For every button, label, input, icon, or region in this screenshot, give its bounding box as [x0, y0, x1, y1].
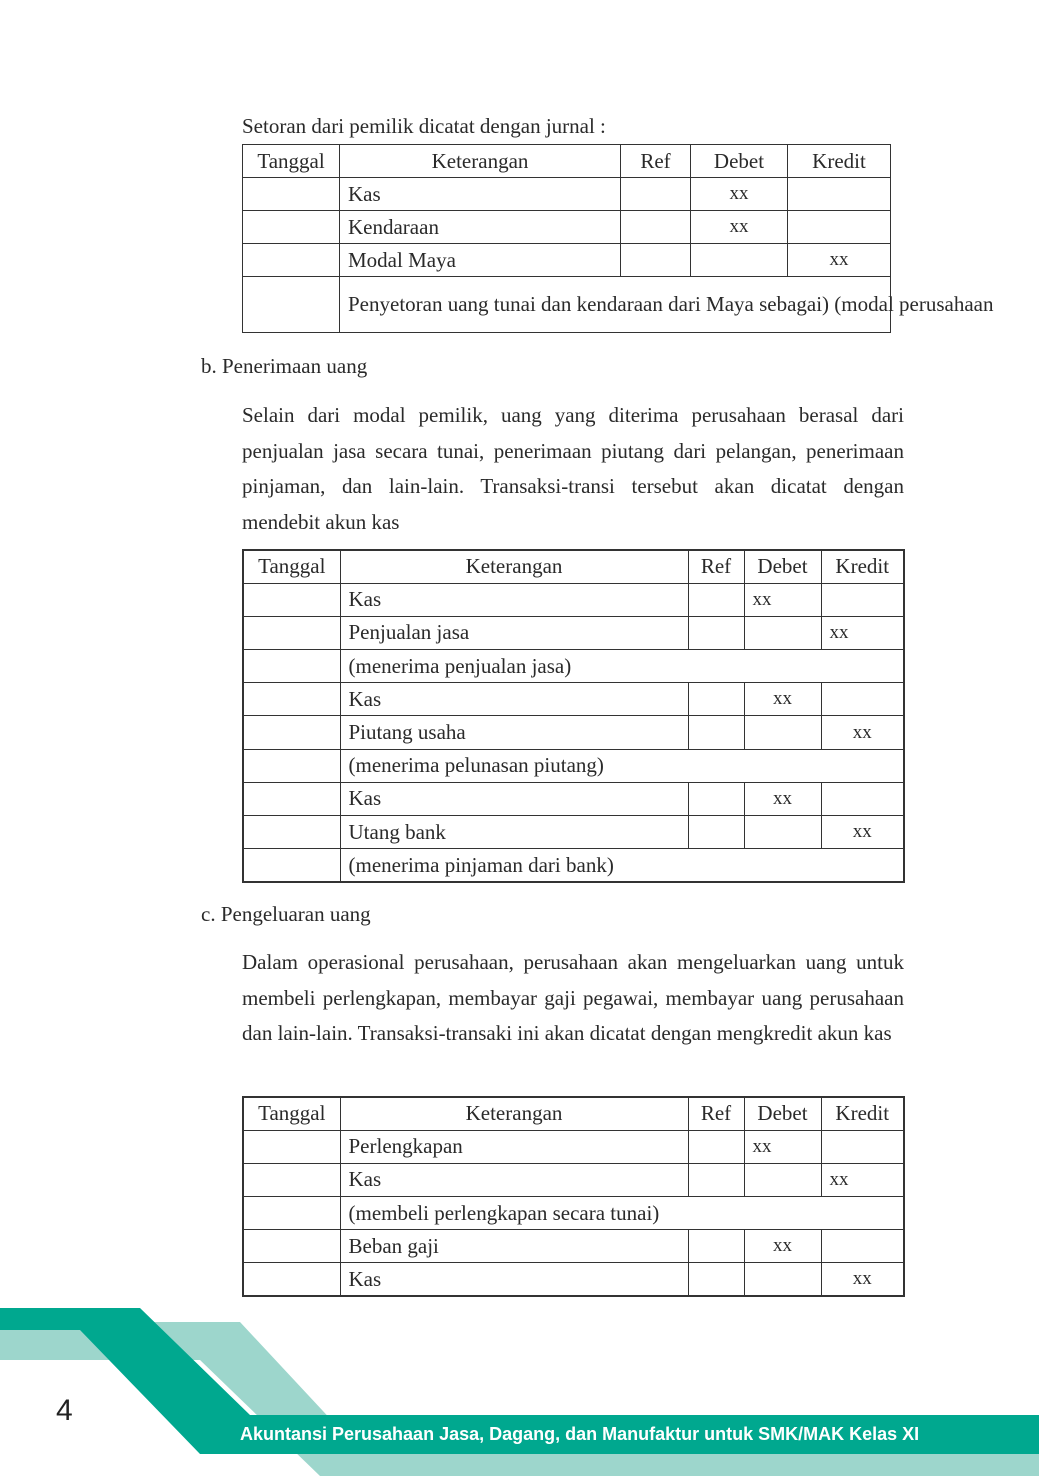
- cell-ref: [688, 1263, 744, 1296]
- cell-keterangan: Piutang usaha: [340, 716, 688, 749]
- cell-tanggal: [243, 1263, 340, 1296]
- cell-ref: [688, 583, 744, 616]
- col-debet: Debet: [691, 145, 788, 178]
- cell-debet: xx: [744, 782, 821, 815]
- cell-ref: [688, 716, 744, 749]
- cell-tanggal: [243, 716, 340, 749]
- cell-ref: [688, 816, 744, 849]
- cell-ref: [688, 782, 744, 815]
- table-row: [243, 583, 904, 616]
- cell-kredit: xx: [821, 1163, 904, 1196]
- table-note-row: [243, 749, 904, 782]
- cell-debet: xx: [691, 178, 788, 211]
- cell-kredit: [788, 178, 891, 211]
- table-row: [243, 1130, 904, 1163]
- cell-note: (membeli perlengkapan secara tunai): [340, 1197, 904, 1230]
- table-row: [243, 1263, 904, 1296]
- table-note-row: [243, 650, 904, 683]
- cell-kredit: xx: [821, 616, 904, 649]
- cell-tanggal: [243, 616, 340, 649]
- cell-kredit: [821, 583, 904, 616]
- cell-keterangan: Utang bank: [340, 816, 688, 849]
- cell-ref: [688, 616, 744, 649]
- cell-debet: xx: [691, 211, 788, 244]
- journal-table-pengeluaran: [242, 1096, 905, 1297]
- col-ref: Ref: [688, 1097, 744, 1130]
- table-row: [243, 616, 904, 649]
- cell-tanggal: [243, 1230, 340, 1263]
- col-tanggal: Tanggal: [243, 1097, 340, 1130]
- col-ref: Ref: [688, 550, 744, 583]
- cell-debet: [744, 816, 821, 849]
- section-b-heading: b. Penerimaan uang: [201, 354, 368, 378]
- cell-keterangan: Kas: [340, 1263, 688, 1296]
- cell-kredit: [821, 683, 904, 716]
- cell-debet: [691, 244, 788, 277]
- cell-kredit: [821, 1230, 904, 1263]
- table-row: [243, 816, 904, 849]
- table-row: [243, 277, 891, 333]
- intro-text: Setoran dari pemilik dicatat dengan jurnal :: [242, 114, 606, 138]
- table-header-row: [243, 1097, 904, 1130]
- cell-debet: [744, 1163, 821, 1196]
- cell-debet: [744, 1263, 821, 1296]
- table-note-row: [243, 1197, 904, 1230]
- cell-note: (menerima penjualan jasa): [340, 650, 904, 683]
- col-debet: Debet: [744, 1097, 821, 1130]
- cell-ref: [688, 683, 744, 716]
- col-debet: Debet: [744, 550, 821, 583]
- col-keterangan: Keterangan: [340, 550, 688, 583]
- cell-tanggal: [243, 816, 340, 849]
- cell-tanggal: [243, 1197, 340, 1230]
- cell-kredit: [788, 211, 891, 244]
- cell-kredit: xx: [821, 816, 904, 849]
- table-row: [243, 211, 891, 244]
- cell-keterangan: Modal Maya: [340, 244, 621, 277]
- cell-kredit: [821, 782, 904, 815]
- col-tanggal: Tanggal: [243, 550, 340, 583]
- cell-keterangan: Kas: [340, 782, 688, 815]
- cell-debet: xx: [744, 1230, 821, 1263]
- cell-tanggal: [243, 683, 340, 716]
- col-keterangan: Keterangan: [340, 1097, 688, 1130]
- journal-table-modal: [242, 144, 994, 333]
- cell-keterangan: Kas: [340, 1163, 688, 1196]
- cell-tanggal: [243, 1130, 340, 1163]
- table-header-row: [243, 145, 891, 178]
- cell-keterangan: Kendaraan: [340, 211, 621, 244]
- cell-keterangan: Beban gaji: [340, 1230, 688, 1263]
- table-header-row: [243, 550, 904, 583]
- cell-keterangan: Kas: [340, 178, 621, 211]
- cell-debet: [744, 716, 821, 749]
- book-title: Akuntansi Perusahaan Jasa, Dagang, dan Manufaktur untuk SMK/MAK Kelas XI: [240, 1424, 920, 1444]
- table-note-row: [243, 849, 904, 882]
- cell-ref: [688, 1130, 744, 1163]
- section-c-heading: c. Pengeluaran uang: [201, 902, 371, 926]
- table-row: [243, 244, 891, 277]
- cell-debet: xx: [744, 583, 821, 616]
- cell-note: Penyetoran uang tunai dan kendaraan dari Maya sebagai) (modal perusahaan: [340, 277, 891, 333]
- cell-keterangan: Perlengkapan: [340, 1130, 688, 1163]
- cell-tanggal: [243, 782, 340, 815]
- cell-ref: [688, 1163, 744, 1196]
- table-row: [243, 1230, 904, 1263]
- cell-note: (menerima pinjaman dari bank): [340, 849, 904, 882]
- cell-debet: [744, 616, 821, 649]
- col-kredit: Kredit: [821, 550, 904, 583]
- col-keterangan: Keterangan: [340, 145, 621, 178]
- journal-table-penerimaan: [242, 549, 905, 883]
- cell-keterangan: Kas: [340, 683, 688, 716]
- cell-kredit: [821, 1130, 904, 1163]
- page-number: 4: [56, 1394, 73, 1427]
- cell-debet: xx: [744, 1130, 821, 1163]
- table-row: [243, 1163, 904, 1196]
- cell-tanggal: [243, 849, 340, 882]
- cell-keterangan: Kas: [340, 583, 688, 616]
- cell-debet: xx: [744, 683, 821, 716]
- table-row: [243, 716, 904, 749]
- table-row: [243, 782, 904, 815]
- cell-kredit: xx: [788, 244, 891, 277]
- cell-tanggal: [243, 583, 340, 616]
- cell-ref: [688, 1230, 744, 1263]
- cell-kredit: xx: [821, 1263, 904, 1296]
- col-kredit: Kredit: [788, 145, 891, 178]
- cell-tanggal: [243, 650, 340, 683]
- col-ref: Ref: [621, 145, 691, 178]
- cell-tanggal: [243, 1163, 340, 1196]
- section-b-paragraph: Selain dari modal pemilik, uang yang diterima perusahaan berasal dari penjualan jasa secara tunai, penerimaan piutang dari pelangan, penerimaan pinjaman, dan lain-lain. Transaksi-transi tersebut akan dicatat dengan mendebit akun kas: [242, 403, 904, 534]
- col-tanggal: Tanggal: [243, 145, 340, 178]
- cell-keterangan: Penjualan jasa: [340, 616, 688, 649]
- cell-kredit: xx: [821, 716, 904, 749]
- table-row: [243, 683, 904, 716]
- section-c-paragraph: Dalam operasional perusahaan, perusahaan akan mengeluarkan uang untuk membeli perlengkapan, membayar gaji pegawai, membayar uang perusahaan dan lain-lain. Transaksi-transaki ini akan dicatat dengan mengkredit akun kas: [242, 950, 904, 1045]
- cell-note: (menerima pelunasan piutang): [340, 749, 904, 782]
- cell-tanggal: [243, 749, 340, 782]
- table-row: [243, 178, 891, 211]
- footer-band: [0, 1300, 1039, 1476]
- col-kredit: Kredit: [821, 1097, 904, 1130]
